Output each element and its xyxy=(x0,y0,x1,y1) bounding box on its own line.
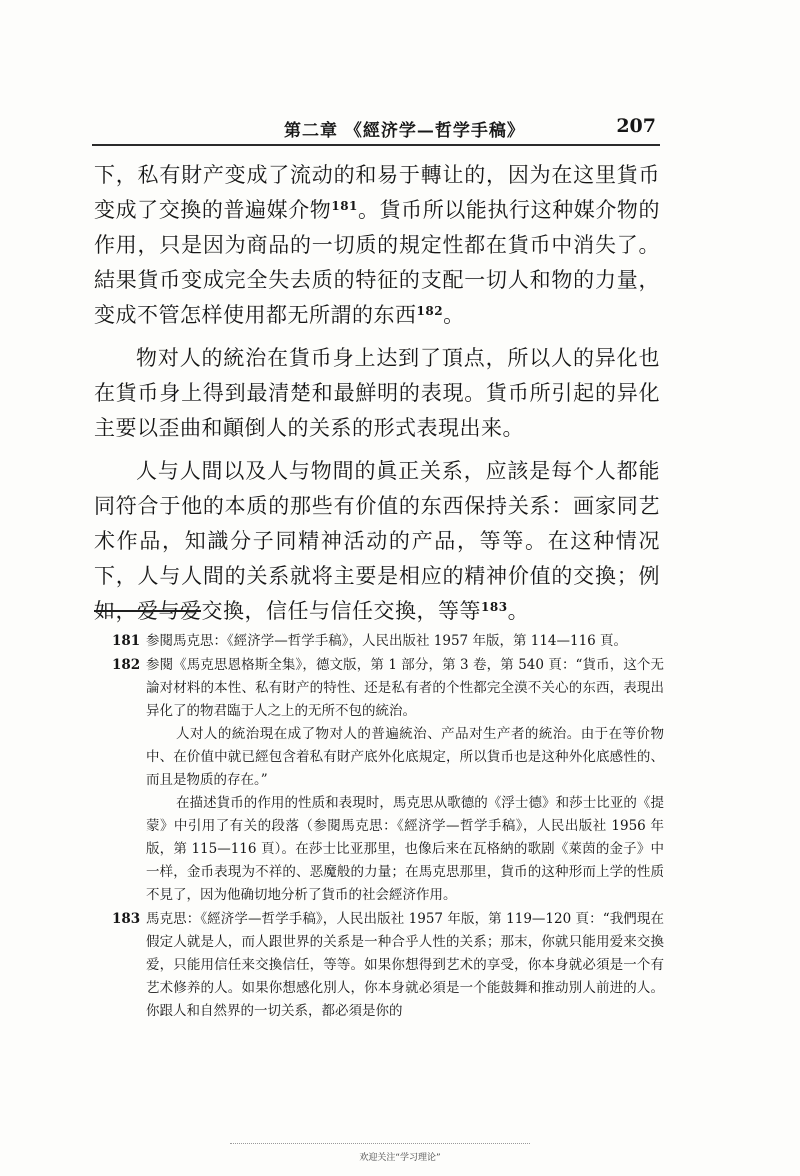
paragraph-3-end: 。 xyxy=(507,599,530,623)
paragraph-2: 物对人的統治在貨币身上达到了頂点，所以人的异化也在貨币身上得到最清楚和最鮮明的表現。貨币所引起的异化主要以歪曲和顚倒人的关系的形式表現出来。 xyxy=(94,346,660,440)
footnote-text: 馬克思：《經济学—哲学手稿》，人民出版社 1957 年版，第 119—120 頁：“我們現在假定人就是人，而人跟世界的关系是一种合乎人性的关系；那末，你就只能用爱来交換爱，只能用信任来交換信任，等等。如果你想得到艺术的享受，你本身就必須是一个有艺术修养的人。如果你想感化別人，你本身就必須是一个能鼓舞和推动別人前进的人。你跟人和自然界的一切关系，都必須是你的 xyxy=(146,911,664,1019)
paragraph-1-text-a: 下，私有財产变成了流动的和易于轉让的，因为在这里貨币变成了交換的普遍媒介物 xyxy=(94,163,660,222)
footnote-number: 181 xyxy=(112,633,141,649)
footnote-text: 参閱馬克思：《經济学—哲学手稿》，人民出版社 1957 年版，第 114—116 頁。 xyxy=(146,633,628,649)
footnote-181 xyxy=(112,630,664,653)
footnote-text: 参閱《馬克思恩格斯全集》，德文版，第 1 部分，第 3 卷，第 540 頁：“貨币，这个无論对材料的本性、私有財产的特性、还是私有者的个性都完全漠不关心的东西，表現出异化了的物君臨于人之上的无所不包的統治。 xyxy=(146,657,664,719)
page-number: 207 xyxy=(616,115,656,137)
running-header xyxy=(92,110,660,146)
footnote-text: 人对人的統治現在成了物对人的普遍統治、产品对生产者的統治。由于在等价物中、在价值中就已經包含着私有財产底外化底規定，所以貨币也是这种外化底感性的、而且是物质的存在。” xyxy=(146,726,664,788)
footnote-183 xyxy=(112,908,664,1023)
page-footer-watermark: 欢迎关注“学习理论” xyxy=(359,1153,441,1163)
footnotes xyxy=(112,630,664,1023)
footnote-divider xyxy=(94,610,201,612)
paragraph-1 xyxy=(94,158,660,333)
paragraph-1-text-c: 。 xyxy=(443,303,465,327)
footnote-ref-183: 183 xyxy=(481,600,508,614)
scan-edge-divider xyxy=(230,1143,530,1144)
footnote-number: 183 xyxy=(112,911,141,927)
paragraph-1-text-b: 。貨币所以能执行这种媒介物的作用，只是因为商品的一切质的規定性都在貨币中消失了。結果貨币变成完全失去质的特征的支配一切人和物的力量，变成不管怎样使用都无所謂的东西 xyxy=(94,198,661,327)
footnote-182 xyxy=(112,654,664,907)
footnote-text: 在描述貨币的作用的性质和表現时，馬克思从歌德的《浮士德》和莎士比亚的《提蒙》中引用了有关的段落（参閱馬克思：《經济学—哲学手稿》，人民出版社 1956 年版，第 115—116 頁）。在莎士比亚那里，也像后来在瓦格納的歌剧《萊茵的金子》中一样，金币表現为不祥的、恶魔般的力量；在馬克思那里，貨币的这种形而上学的性质不見了，因为他确切地分析了貨币的社会經济作用。 xyxy=(146,795,664,903)
main-text xyxy=(94,158,660,629)
paragraph-3 xyxy=(94,454,660,629)
footnote-ref-182: 182 xyxy=(416,304,444,318)
footnote-ref-181: 181 xyxy=(331,199,358,213)
paragraph-3-text: 人与人間以及人与物間的眞正关系，应該是每个人都能同符合于他的本质的那些有价值的东西保持关系：画家同艺术作品，知識分子同精神活动的产品，等等。在这种情况下，人与人間的关系就将主要是相应的精神价值的交換；例如，爱与爱交換，信任与信任交換，等等 xyxy=(94,459,660,623)
chapter-title: 第二章 《經济学—哲学手稿》 xyxy=(284,121,525,141)
footnote-number: 182 xyxy=(112,657,141,673)
